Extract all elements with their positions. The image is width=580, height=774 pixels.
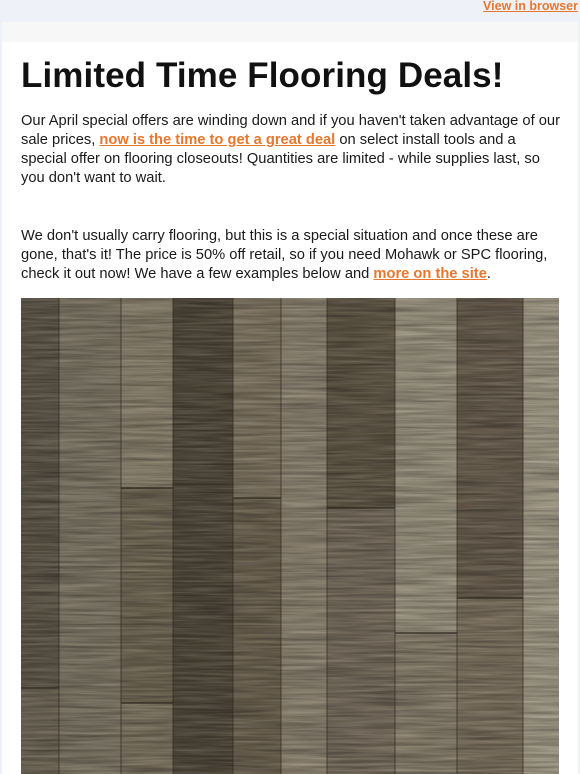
flooring-text-before: We don't usually carry flooring, but this is a special situation and once these are gone, that's it! The price is 50% off retail, so if you need Mohawk or SPC flooring, check it out now! We have a few examples below and <box>21 228 548 282</box>
top-bar <box>0 0 580 22</box>
header-strip <box>2 22 578 42</box>
intro-text-before: Our April special offers are winding down and if you haven't taken advantage of our sale prices, <box>21 113 560 148</box>
flooring-paragraph <box>21 227 561 284</box>
intro-paragraph <box>21 112 561 188</box>
intro-text-after: on select install tools and a special offer on flooring closeouts! Quantities are limited - while supplies last, so you don't want to wait. <box>21 132 540 186</box>
wood-flooring-image[interactable] <box>21 298 559 774</box>
flooring-text-after: . <box>486 266 491 282</box>
email-title: Limited Time Flooring Deals! <box>21 56 504 95</box>
email-card <box>2 42 578 774</box>
more-on-site-link[interactable]: more on the site <box>373 266 487 282</box>
great-deal-link[interactable]: now is the time to get a great deal <box>99 132 336 148</box>
view-in-browser-link[interactable]: View in browser <box>483 0 578 13</box>
